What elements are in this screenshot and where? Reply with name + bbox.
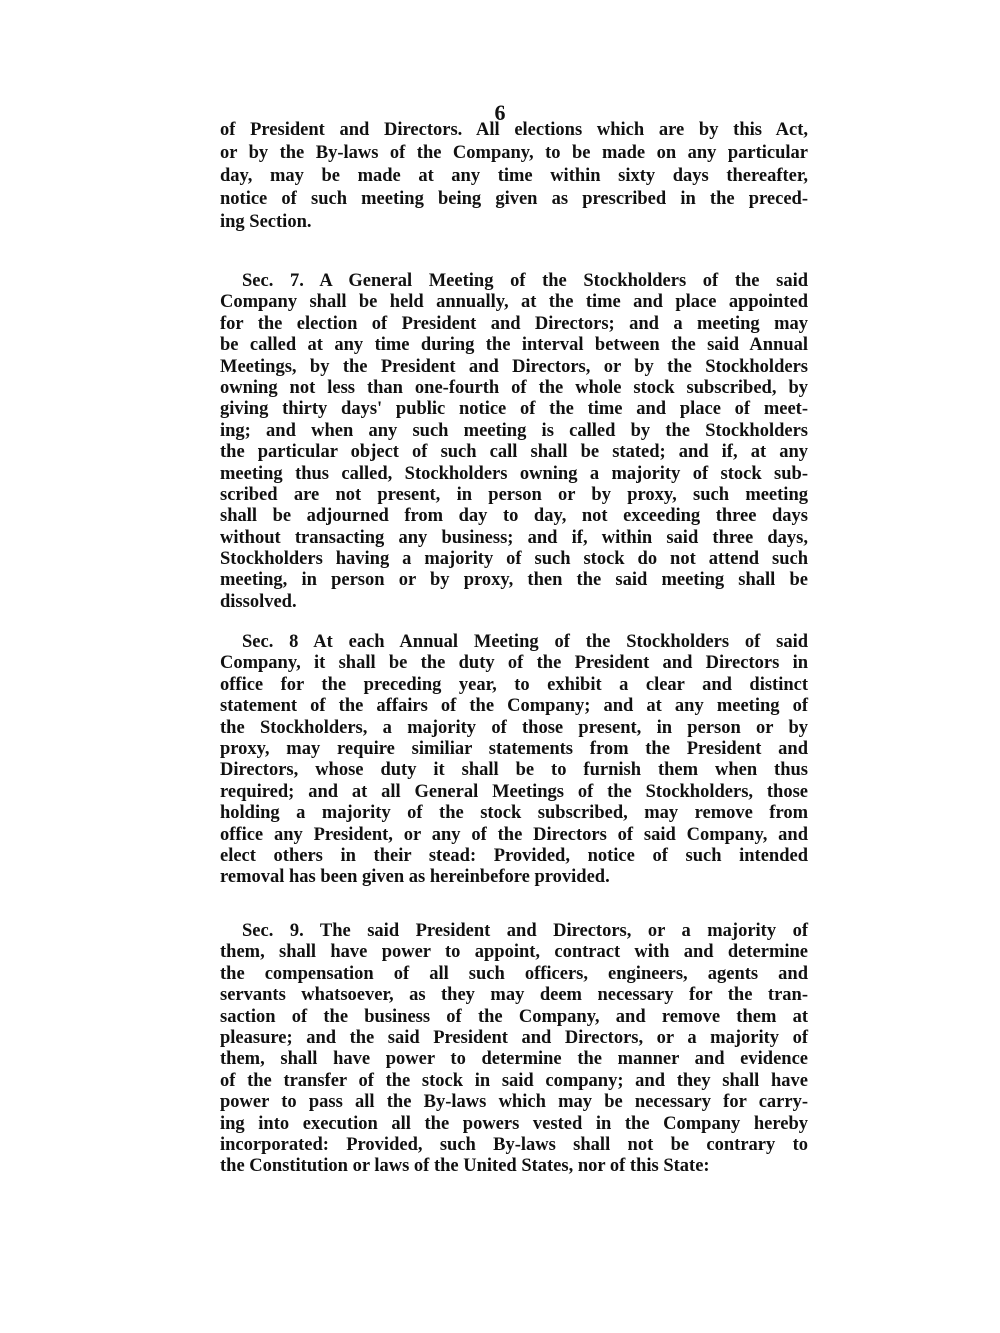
text-line: required; and at all General Meetings of the Stockholders, those — [220, 781, 808, 802]
text-line: owning not less than one-fourth of the whole stock subscribed, by — [220, 377, 808, 398]
text-line: incorporated: Provided, such By-laws shall not be contrary to — [220, 1134, 808, 1155]
text-line: giving thirty days' public notice of the time and place of meet- — [220, 399, 808, 420]
text-line: them, shall have power to determine the manner and evidence — [220, 1049, 808, 1070]
text-line: removal has been given as hereinbefore provided. — [220, 867, 610, 888]
text-line: without transacting any business; and if, within said three days, — [220, 527, 808, 548]
text-line: or by the By-laws of the Company, to be made on any particular — [220, 143, 808, 163]
text-line: pleasure; and the said President and Directors, or a majority of — [220, 1027, 808, 1048]
page-number: 6 — [494, 100, 506, 125]
text-line: of the transfer of the stock in said company; and they shall have — [220, 1070, 808, 1091]
text-line: dissolved. — [220, 591, 297, 612]
text-line: Sec. 9. The said President and Directors, or a majority of — [242, 921, 808, 941]
text-line: the Stockholders, a majority of those present, in person or by — [220, 717, 808, 738]
text-line: of President and Directors. All elections which are by this Act, — [220, 120, 808, 140]
text-line: proxy, may require similiar statements from the President and — [220, 738, 808, 759]
text-line: ing; and when any such meeting is called by the Stockholders — [220, 420, 808, 441]
text-line: elect others in their stead: Provided, notice of such intended — [220, 845, 808, 866]
text-line: Sec. 7. A General Meeting of the Stockholders of the said — [242, 271, 808, 291]
paragraph-section-8 — [220, 632, 808, 889]
text-line: power to pass all the By-laws which may be necessary for carry- — [220, 1092, 808, 1113]
paragraph-section-7 — [220, 271, 808, 613]
text-line: the compensation of all such officers, engineers, agents and — [220, 963, 808, 984]
text-line: day, may be made at any time within sixty days thereafter, — [220, 166, 808, 186]
text-line: office any President, or any of the Directors of said Company, and — [220, 824, 808, 845]
text-line: notice of such meeting being given as prescribed in the preced- — [220, 189, 808, 209]
text-line: ing into execution all the powers vested in the Company hereby — [220, 1113, 808, 1134]
text-line: the Constitution or laws of the United States, nor of this State: — [220, 1156, 710, 1177]
text-line: Directors, whose duty it shall be to furnish them when thus — [220, 760, 808, 781]
text-line: them, shall have power to appoint, contract with and determine — [220, 942, 808, 963]
text-line: Company, it shall be the duty of the President and Directors in — [220, 653, 808, 674]
text-line: ing Section. — [220, 212, 312, 232]
text-line: meeting thus called, Stockholders owning a majority of stock sub- — [220, 463, 808, 484]
text-line: holding a majority of the stock subscribed, may remove from — [220, 803, 808, 824]
text-line: the particular object of such call shall be stated; and if, at any — [220, 442, 808, 463]
text-line: Company shall be held annually, at the time and place appointed — [220, 292, 808, 313]
text-line: statement of the affairs of the Company; and at any meeting of — [220, 696, 808, 717]
text-line: scribed are not present, in person or by proxy, such meeting — [220, 484, 808, 505]
text-line: meeting, in person or by proxy, then the said meeting shall be — [220, 570, 808, 591]
text-line: Sec. 8 At each Annual Meeting of the Stockholders of said — [242, 632, 808, 652]
text-line: Stockholders having a majority of such stock do not attend such — [220, 549, 808, 570]
text-line: office for the preceding year, to exhibit a clear and distinct — [220, 674, 808, 695]
text-line: be called at any time during the interval between the said Annual — [220, 335, 808, 356]
text-line: shall be adjourned from day to day, not exceeding three days — [220, 506, 808, 527]
paragraph-section-9 — [220, 921, 808, 1178]
text-line: for the election of President and Directors; and a meeting may — [220, 313, 808, 334]
text-line: saction of the business of the Company, and remove them at — [220, 1006, 808, 1027]
text-line: Meetings, by the President and Directors, or by the Stockholders — [220, 356, 808, 377]
text-line: servants whatsoever, as they may deem necessary for the tran- — [220, 985, 808, 1006]
paragraph-continuation — [220, 119, 808, 234]
